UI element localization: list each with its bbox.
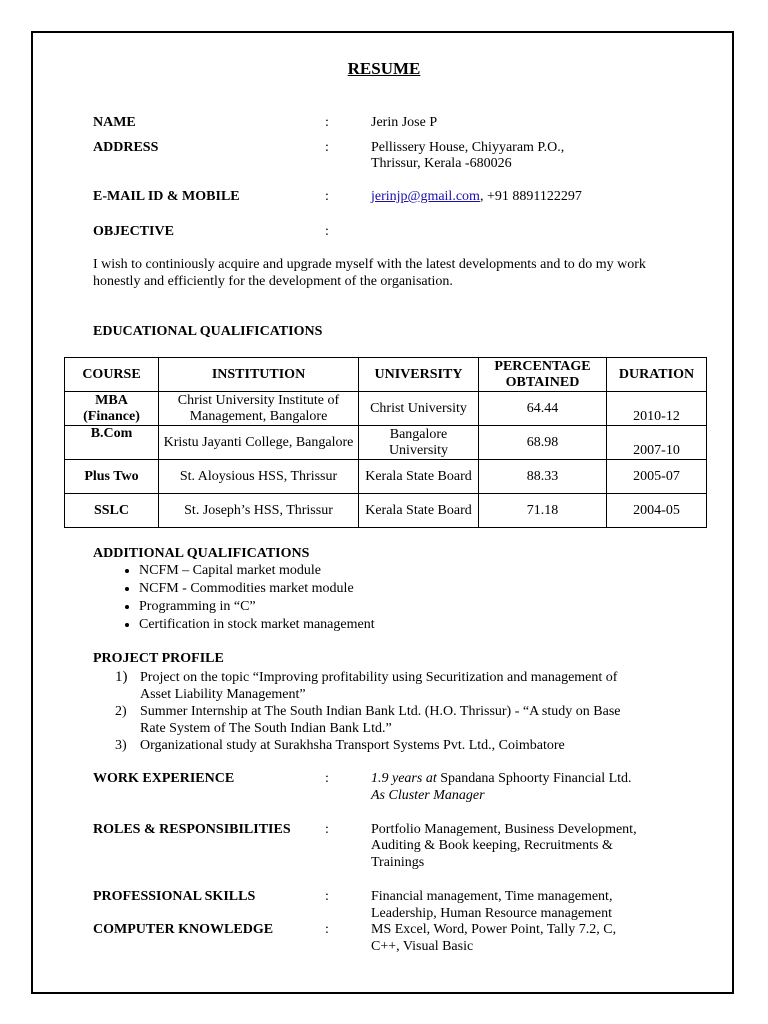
header-duration: DURATION (607, 358, 707, 392)
list-item: • Programming in “C” (139, 598, 375, 616)
table-row (65, 392, 707, 426)
address-line-1: Pellissery House, Chiyyaram P.O., (371, 140, 565, 155)
work-colon: : (325, 771, 329, 786)
work-company: Spandana Sphoorty Financial Ltd. (436, 771, 632, 786)
computer-line-1: MS Excel, Word, Power Point, Tally 7.2, C, (371, 922, 617, 937)
name-colon: : (325, 115, 329, 130)
percentage-cell: 64.44 (479, 392, 607, 426)
duration-cell: 2010-12 (607, 392, 707, 426)
course-cell: MBA (Finance) (65, 392, 159, 426)
objective-colon: : (325, 224, 329, 239)
list-item: • NCFM – Capital market module (139, 562, 375, 580)
work-label: WORK EXPERIENCE (93, 771, 235, 786)
percentage-cell: 68.98 (479, 426, 607, 460)
work-years: 1.9 years at (371, 771, 437, 786)
header-institution: INSTITUTION (159, 358, 359, 392)
work-value (371, 770, 632, 787)
objective-text: I wish to continiously acquire and upgrade myself with the latest developments and to do my work honestly and efficiently for the development of the organisation. (93, 257, 646, 289)
project-number: 3) (115, 738, 127, 753)
percentage-cell: 71.18 (479, 494, 607, 528)
table-row (65, 426, 707, 460)
duration-cell: 2005-07 (607, 460, 707, 494)
computer-label: COMPUTER KNOWLEDGE (93, 922, 274, 937)
mobile-number: , +91 8891122297 (479, 189, 582, 204)
address-label: ADDRESS (93, 140, 159, 155)
table-header-row (65, 358, 707, 392)
additional-list (93, 562, 375, 634)
list-item: • NCFM - Commodities market module (139, 580, 375, 598)
name-value: Jerin Jose P (371, 115, 438, 130)
education-table (64, 357, 707, 528)
project-text: Organizational study at Surakhsha Transport Systems Pvt. Ltd., Coimbatore (140, 738, 565, 753)
institution-cell: St. Joseph’s HSS, Thrissur (159, 494, 359, 528)
computer-line-2: C++, Visual Basic (371, 939, 474, 954)
header-university: UNIVERSITY (359, 358, 479, 392)
list-item: • Certification in stock market management (139, 616, 375, 634)
roles-line-2: Auditing & Book keeping, Recruitments & (371, 838, 613, 853)
project-number: 1) (115, 669, 128, 685)
university-cell: Kerala State Board (359, 494, 479, 528)
course-cell: SSLC (65, 494, 159, 528)
project-text-cont: Rate System of The South Indian Bank Ltd.” (140, 721, 392, 736)
education-heading: EDUCATIONAL QUALIFICATIONS (93, 324, 323, 339)
roles-line-3: Trainings (371, 855, 425, 870)
header-course: COURSE (65, 358, 159, 392)
university-cell: Kerala State Board (359, 460, 479, 494)
institution-cell: St. Aloysious HSS, Thrissur (159, 460, 359, 494)
skills-line-2: Leadership, Human Resource management (371, 906, 613, 921)
contact-label: E-MAIL ID & MOBILE (93, 189, 240, 204)
email-link[interactable]: jerinjp@gmail.com (371, 189, 480, 204)
institution-cell: Kristu Jayanti College, Bangalore (159, 426, 359, 460)
address-colon: : (325, 140, 329, 155)
name-label: NAME (93, 115, 136, 130)
percentage-cell: 88.33 (479, 460, 607, 494)
skills-colon: : (325, 889, 329, 904)
project-number: 2) (115, 704, 127, 719)
contact-colon: : (325, 189, 329, 204)
resume-title: RESUME (347, 59, 421, 78)
table-row (65, 460, 707, 494)
additional-heading: ADDITIONAL QUALIFICATIONS (93, 546, 310, 561)
project-text: Project on the topic “Improving profitability using Securitization and management of (140, 670, 618, 685)
duration-cell: 2004-05 (607, 494, 707, 528)
project-text-cont: Asset Liability Management” (140, 687, 306, 702)
skills-line-1: Financial management, Time management, (371, 889, 613, 904)
course-cell: Plus Two (65, 460, 159, 494)
duration-cell: 2007-10 (607, 426, 707, 460)
computer-colon: : (325, 922, 329, 937)
work-position: As Cluster Manager (371, 788, 485, 803)
institution-cell: Christ University Institute of Management, Bangalore (159, 392, 359, 426)
course-cell: B.Com (65, 426, 159, 460)
contact-value (371, 188, 582, 205)
address-line-2: Thrissur, Kerala -680026 (371, 156, 512, 171)
skills-label: PROFESSIONAL SKILLS (93, 889, 256, 904)
project-heading: PROJECT PROFILE (93, 651, 224, 666)
roles-label: ROLES & RESPONSIBILITIES (93, 822, 291, 837)
roles-line-1: Portfolio Management, Business Development, (371, 822, 637, 837)
project-text: Summer Internship at The South Indian Bank Ltd. (H.O. Thrissur) - “A study on Base (140, 704, 621, 719)
objective-label: OBJECTIVE (93, 224, 174, 239)
university-cell: Bangalore University (359, 426, 479, 460)
roles-colon: : (325, 822, 329, 837)
header-percentage: PERCENTAGE OBTAINED (479, 358, 607, 392)
university-cell: Christ University (359, 392, 479, 426)
table-row (65, 494, 707, 528)
